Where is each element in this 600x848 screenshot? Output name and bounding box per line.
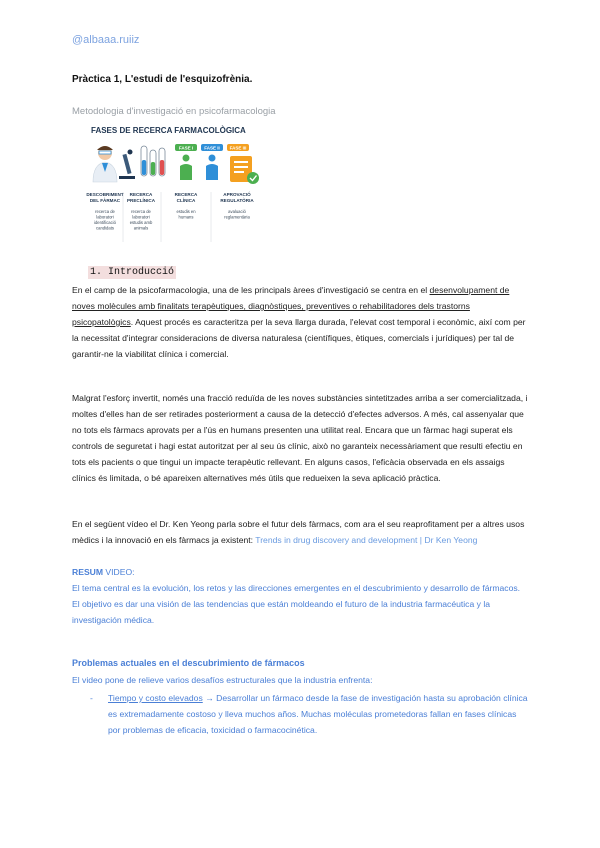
stage-3-title: RECERCA CLÍNICA	[174, 192, 198, 203]
svg-text:FASE III: FASE III	[229, 145, 247, 151]
summary-line-2: El objetivo es dar una visión de las tendencias que están moldeando el futuro de la industria farmacéutica y la investigación médica.	[72, 599, 491, 625]
problems-intro: El video pone de relieve varios desafíos estructurales que la industria enfrenta:	[72, 675, 373, 685]
document-subtitle: Metodologia d'investigació en psicofarmacologia	[72, 106, 276, 117]
video-summary: RESUM VIDEO: El tema central es la evolución, los retos y las direcciones emergentes en el descubrimiento y desarrollo de fármacos. El objetivo es dar una visión de las tendencias que están moldeando el futuro de la industria farmacéutica y la investigación médica.	[72, 564, 528, 628]
summary-line-1: El tema central es la evolución, los retos y las direcciones emergentes en el descubrimiento y desarrollo de fármacos.	[72, 583, 521, 593]
intro-paragraph-2: Malgrat l'esforç invertit, només una fracció reduïda de les noves substàncies sintetitzades arriba a ser comercialitzada, i moltes d'elles han de ser retirades posteriorment a causa de la detecció d'efectes adversos. A més, cal assenyalar que no tots els fàrmacs aprovats per a l'ús en humans presenten una utilitat real. Encara que un fàrmac hagi superat els controls de seguretat i hagi estat autoritzat per al seu ús clínic, això no garanteix necessàriament que resulti efectiu en tots els pacients o que tingui un impacte terapèutic rellevant. En alguns casos, l'eficàcia observada en els assaigs clínics és limitada, o bé apareixen alternatives més útils que redueixen la seva aplicació pràctica.	[72, 393, 528, 483]
stage-2-desc: recerca de laboratori estudis amb animals	[129, 209, 153, 231]
author-handle: @albaaa.ruiiz	[72, 34, 140, 46]
infographic-heading: FASES DE RECERCA FARMACOLÒGICA	[91, 126, 246, 135]
svg-text:FASE II: FASE II	[204, 145, 220, 151]
stage-2-title: RECERCA PRECLÍNICA	[126, 192, 156, 203]
document-title: Pràctica 1, L'estudi de l'esquizofrènia.	[72, 74, 253, 85]
stage-4-desc: avaluació reglamentària	[224, 209, 250, 220]
research-phases-infographic	[83, 120, 275, 252]
underlined-phrase: desenvolupament de noves molècules amb finalitats terapèutiques, diagnòstiques, preventives o rehabilitadores dels trastorns psicopatològics	[72, 285, 510, 327]
intro-paragraph-3: En el següent vídeo el Dr. Ken Yeong parla sobre el futur dels fàrmacs, com ara el seu reaprofitament per a altres usos mèdics i la innovació en els fàrmacs ja existent: Trends in drug discovery and development | Dr Ken Yeong	[72, 519, 525, 545]
problem-bullet-item: - Tiempo y costo elevados → Desarrollar un fármaco desde la fase de investigación hasta su aprobación clínica es extremadamente costoso y lleva muchos años. Muchas moléculas prometedoras fallan en fases clínicas por problemas de eficacia, toxicidad o farmacocinética.	[90, 690, 528, 738]
problems-heading: Problemas actuales en el descubrimiento de fármacos	[72, 658, 305, 668]
stage-4-title: APROVACIÓ REGULATÒRIA	[220, 192, 254, 203]
bullet-dash: -	[90, 693, 93, 703]
video-link[interactable]: Trends in drug discovery and development | Dr Ken Yeong	[255, 535, 478, 545]
svg-text:FASE I: FASE I	[178, 145, 194, 151]
intro-paragraph-1: En el camp de la psicofarmacologia, una de les principals àrees d'investigació se centra en el desenvolupament de noves molècules amb finalitats terapèutiques, diagnòstiques, preventives o rehabilitadores dels trastorns psicopatològics. Aquest procés es caracteritza per la seva llarga durada, l'elevat cost temporal i econòmic, així com per la necessitat d'integrar consideracions de diversa naturalesa (científiques, ètiques, comercials i jurídiques) per tal de garantir-ne la viabilitat clínica i comercial.	[72, 285, 526, 359]
test-tubes-icon	[141, 146, 165, 176]
stage-1-desc: recerca de laboratori identificació candidats	[94, 209, 116, 231]
stage-1-title: DESCOBRIMENT DEL FÀRMAC	[86, 192, 124, 203]
stage-3-desc: estudis en humans	[176, 209, 196, 220]
bullet-label: Tiempo y costo elevados	[108, 693, 203, 703]
section-heading-introduction: 1. Introducció	[90, 267, 175, 278]
